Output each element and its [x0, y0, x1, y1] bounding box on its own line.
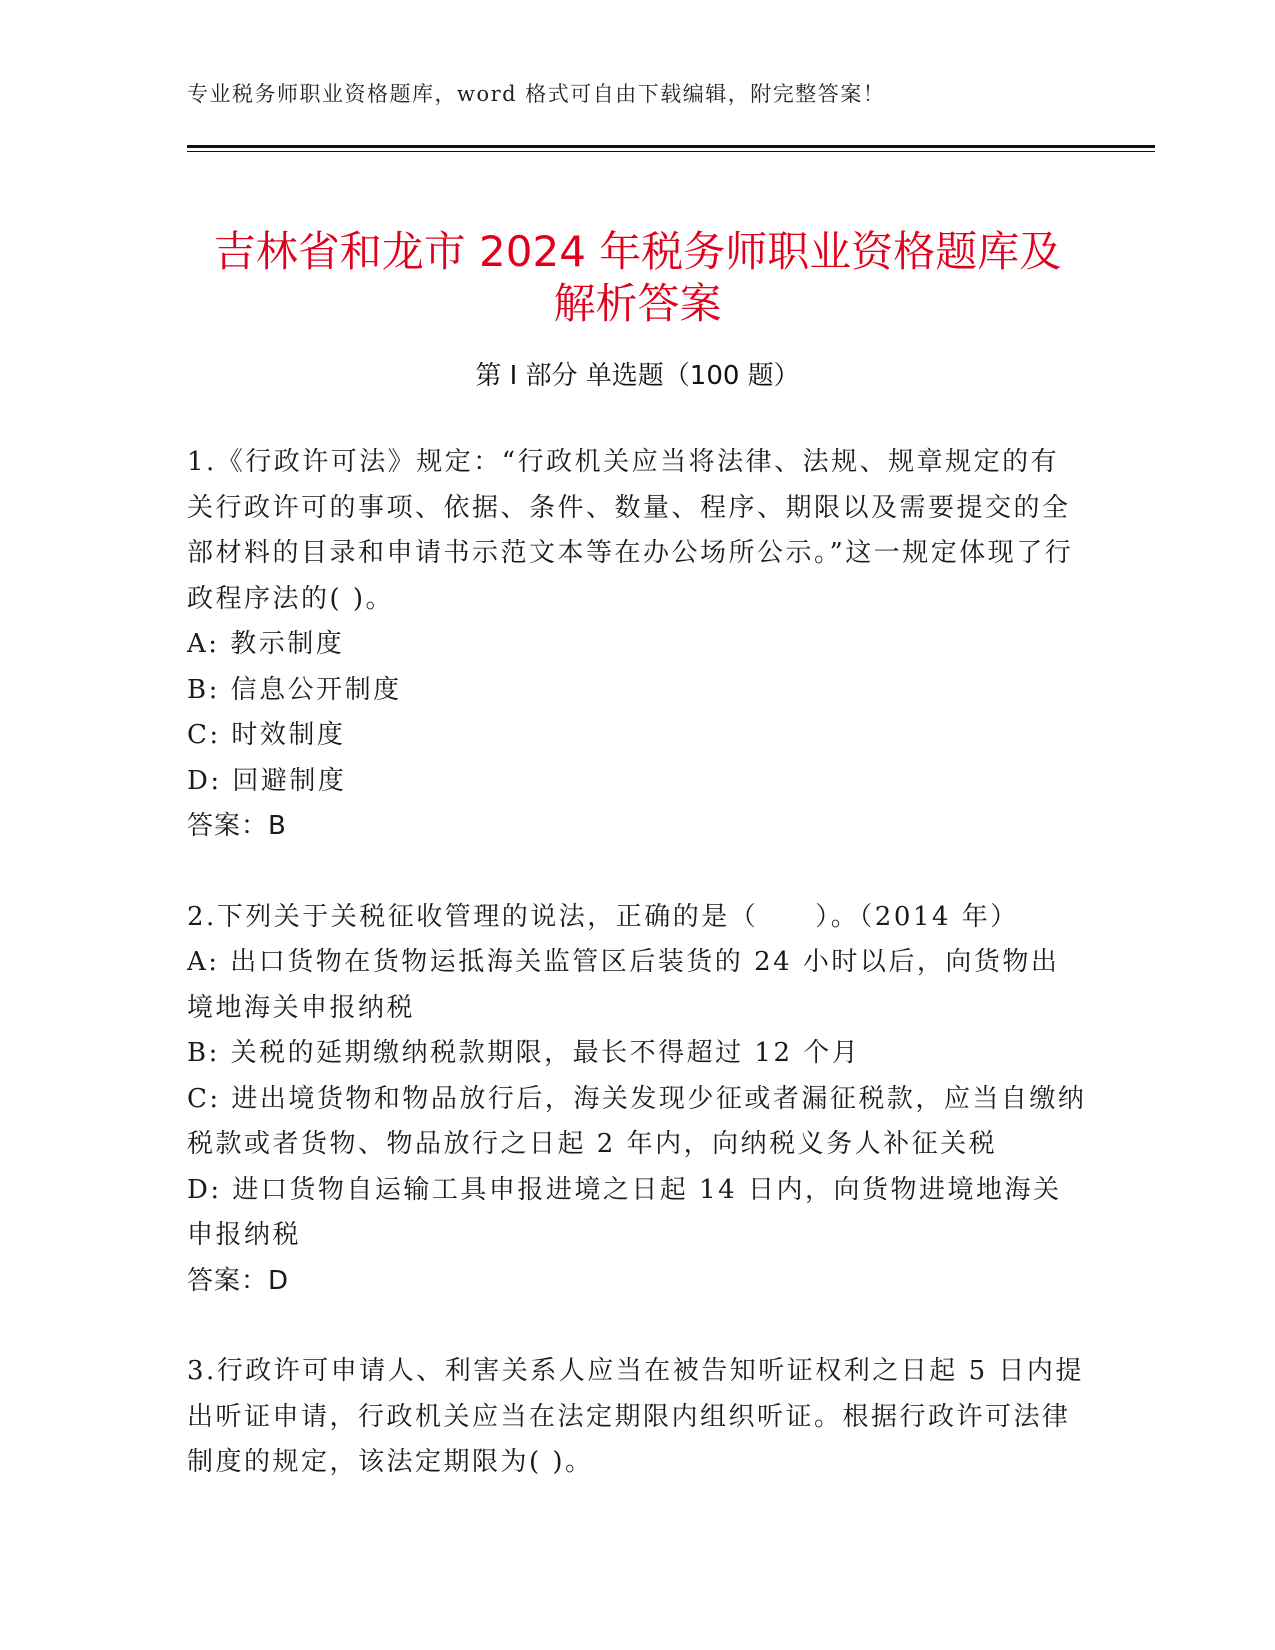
option-b: B: 信息公开制度: [187, 674, 402, 705]
option-a: A: 出口货物在货物运抵海关监管区后装货的 24 小时以后，向货物出境地海关申报纳税: [187, 947, 1060, 1023]
question-list: [187, 440, 1087, 1531]
option-d: D: 回避制度: [187, 765, 347, 796]
option-a: A: 教示制度: [187, 629, 345, 659]
option-d: D: 进口货物自运输工具申报进境之日起 14 日内，向货物进境地海关申报纳税: [187, 1174, 1062, 1250]
option-c: C: 时效制度: [187, 720, 346, 750]
question-stem: 2.下列关于关税征收管理的说法，正确的是（ ）。（2014 年）: [187, 901, 1019, 932]
document-title: [150, 226, 1125, 330]
question-2: [187, 895, 1087, 1305]
header-rule-thick: [187, 145, 1155, 148]
section-title: 第 I 部分 单选题（100 题）: [475, 361, 800, 391]
question-3: [187, 1349, 1087, 1486]
page-header: 专业税务师职业资格题库，word 格式可自由下载编辑，附完整答案！: [187, 82, 886, 106]
answer: 答案：B: [187, 811, 287, 841]
option-c: C: 进出境货物和物品放行后，海关发现少征或者漏征税款，应当自缴纳税款或者货物、物品放行之日起 2 年内，向纳税义务人补征关税: [187, 1083, 1087, 1159]
document-title-line2: 解析答案: [553, 279, 722, 329]
question-stem: 3.行政许可申请人、利害关系人应当在被告知听证权利之日起 5 日内提出听证申请，行政机关应当在法定期限内组织听证。根据行政许可法律制度的规定，该法定期限为( )。: [187, 1356, 1084, 1477]
document-title-line1: 吉林省和龙市 2024 年税务师职业资格题库及: [213, 227, 1062, 277]
question-1: [187, 440, 1087, 850]
answer: 答案：D: [187, 1265, 290, 1296]
question-stem: 1.《行政许可法》规定：“行政机关应当将法律、法规、规章规定的有关行政许可的事项、依据、条件、数量、程序、期限以及需要提交的全部材料的目录和申请书示范文本等在办公场所公示。”这一规定体现了行政程序法的( )。: [187, 447, 1074, 614]
option-b: B: 关税的延期缴纳税款期限，最长不得超过 12 个月: [187, 1038, 861, 1068]
header-rule-thin: [187, 151, 1155, 152]
